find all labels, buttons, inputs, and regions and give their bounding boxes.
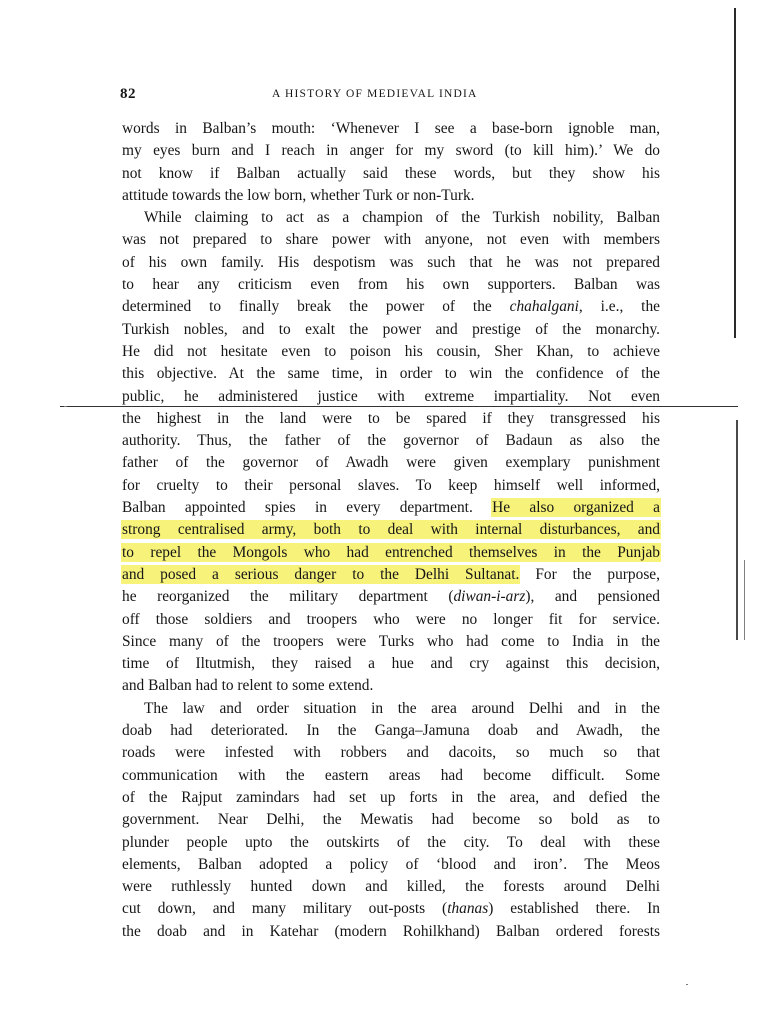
text-line: [122, 564, 660, 586]
text-line: public, he administered justice with extreme impartiality. Not even: [122, 387, 660, 405]
text-run: cut down, and many military out-posts (: [122, 900, 448, 918]
text-line: time of Iltutmish, they raised a hue and cry against this decision,: [122, 655, 660, 673]
highlighted-text: and posed a serious danger to the Delhi Sultanat.: [122, 565, 520, 583]
text-line: He did not hesitate even to poison his cousin, Sher Khan, to achieve: [122, 342, 660, 360]
text-line: the highest in the land were to be spared if they transgressed his: [122, 409, 660, 427]
text-line: were ruthlessly hunted down and killed, the forests around Delhi: [122, 878, 660, 896]
text-line: [122, 542, 660, 564]
text-run: determined to finally break the power of the: [122, 298, 510, 316]
text-line: The law and order situation in the area around Delhi and in the: [144, 699, 660, 717]
text-line: to hear any criticism even from his own supporters. Balban was: [122, 276, 660, 294]
text-line: for cruelty to their personal slaves. To keep himself well informed,: [122, 476, 660, 494]
text-line: Turkish nobles, and to exalt the power and prestige of the monarchy.: [122, 320, 660, 338]
text-run: ), and pensioned: [525, 588, 660, 606]
text-line: [122, 898, 660, 920]
text-run: For the purpose,: [519, 565, 660, 583]
page-number: 82: [120, 86, 136, 102]
text-run: , i.e., the: [578, 298, 660, 316]
text-line: and Balban had to relent to some extend.: [122, 677, 374, 695]
text-line: communication with the eastern areas had become difficult. Some: [122, 766, 660, 784]
text-line: was not prepared to share power with anyone, not even with members: [122, 231, 660, 249]
text-line: authority. Thus, the father of the governor of Badaun as also the: [122, 432, 660, 450]
text-line: While claiming to act as a champion of the Turkish nobility, Balban: [144, 209, 660, 227]
highlighted-text: strong centralised army, both to deal with internal disturbances, and: [122, 521, 660, 539]
text-line: this objective. At the same time, in order to win the confidence of the: [122, 365, 660, 383]
text-line: of the Rajput zamindars had set up forts in the area, and defied the: [122, 788, 660, 806]
text-line: not know if Balban actually said these words, but they show his: [122, 164, 660, 182]
text-run: Balban appointed spies in every department.: [122, 499, 493, 517]
text-line: father of the governor of Awadh were given exemplary punishment: [122, 454, 660, 472]
highlighted-text: He also organized a: [492, 499, 660, 517]
text-line: [122, 296, 660, 318]
right-edge-scan-line: [744, 560, 745, 640]
text-line: government. Near Delhi, the Mewatis had become so bold as to: [122, 811, 660, 829]
text-line: of his own family. His despotism was such that he was not prepared: [122, 253, 660, 271]
text-run: ) established there. In: [488, 900, 660, 918]
text-line: my eyes burn and I reach in anger for my sword (to kill him).’ We do: [122, 142, 660, 160]
right-margin-scan-line: [734, 8, 736, 338]
text-line: roads were infested with robbers and dacoits, so much so that: [122, 744, 660, 762]
highlighted-text: to repel the Mongols who had entrenched themselves in the Punjab: [122, 543, 660, 561]
scan-speck: [64, 406, 67, 407]
text-line: Since many of the troopers were Turks who had come to India in the: [122, 632, 660, 650]
text-line: doab had deteriorated. In the Ganga–Jamuna doab and Awadh, the: [122, 722, 660, 740]
text-line: the doab and in Katehar (modern Rohilkhand) Balban ordered forests: [122, 922, 660, 940]
italic-term: chahalgani: [509, 298, 579, 316]
book-title: A HISTORY OF MEDIEVAL INDIA: [272, 88, 478, 100]
text-line: [122, 519, 660, 541]
running-head: [120, 86, 660, 108]
text-line: plunder people upto the outskirts of the city. To deal with these: [122, 833, 660, 851]
text-line: [122, 586, 660, 608]
text-line: [122, 497, 660, 519]
text-line: attitude towards the low born, whether Turk or non-Turk.: [122, 186, 475, 204]
text-line: elements, Balban adopted a policy of ‘blood and iron’. The Meos: [122, 855, 660, 873]
scan-speck: [686, 984, 688, 985]
italic-term: diwan-i-arz: [453, 588, 526, 606]
text-line: words in Balban’s mouth: ‘Whenever I see a base-born ignoble man,: [122, 120, 660, 137]
text-run: he reorganized the military department (: [122, 588, 454, 606]
italic-term: thanas: [447, 900, 489, 918]
right-margin-scan-line-lower: [736, 420, 738, 640]
text-line: off those soldiers and troopers who were no longer fit for service.: [122, 610, 660, 628]
body-text: [122, 118, 660, 943]
